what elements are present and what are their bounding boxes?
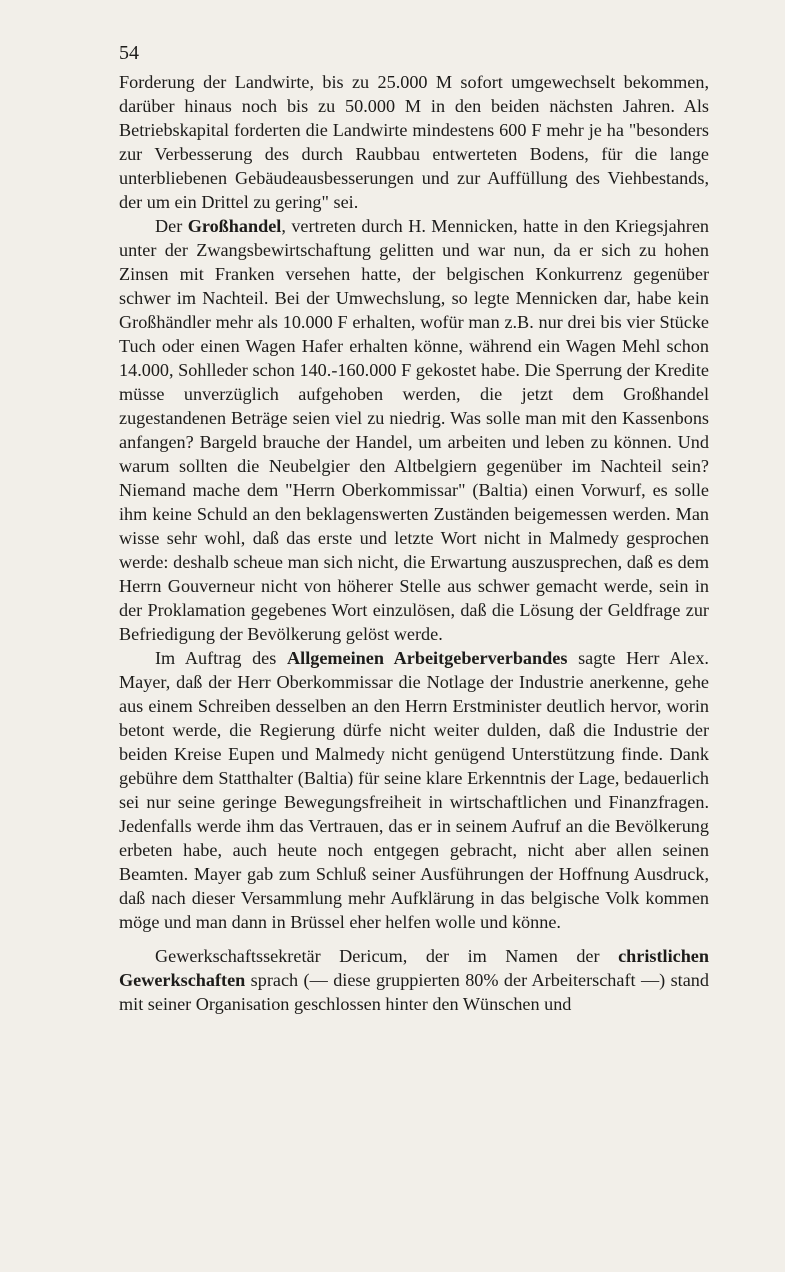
paragraph-arbeitgeberverband xyxy=(119,646,709,934)
body-text xyxy=(119,70,709,1016)
paragraph-grosshandel xyxy=(119,214,709,646)
text-span: Im Auftrag des xyxy=(155,648,287,668)
page-number: 54 xyxy=(119,42,139,64)
text-span: Der xyxy=(155,216,188,236)
text-span: sprach (— diese gruppierten 80% der Arbeiterschaft —) stand mit seiner Organisation geschlossen hinter den Wünschen und xyxy=(119,970,709,1014)
text-span: Forderung der Landwirte, bis zu 25.000 M sofort umgewechselt bekommen, darüber hinaus noch bis zu 50.000 M in den beiden nächsten Jahren. Als Betriebskapital forderten die Landwirte mindestens 600 F mehr je ha "besonders zur Verbesserung des durch Raubbau entwerteten Bodens, für die lange unterbliebenen Gebäudeausbesserungen und zur Auffüllung des Viehbestands, der um ein Drittel zu gering" sei. xyxy=(119,72,709,212)
paragraph-gewerkschaften xyxy=(119,944,709,1016)
heading-arbeitgeberverband: Allgemeinen Arbeitgeberverbandes xyxy=(287,648,568,668)
text-span: , vertreten durch H. Mennicken, hatte in den Kriegsjahren unter der Zwangsbewirtschaftung gelitten und war nun, da er sich zu hohen Zinsen mit Franken versehen hatte, der belgischen Konkurrenz gegenüber schwer im Nachteil. Bei der Umwechslung, so legte Mennicken dar, habe kein Großhändler mehr als 10.000 F erhalten, wofür man z.B. nur drei bis vier Stücke Tuch oder einen Wagen Hafer erhalten könne, während ein Wagen Mehl schon 14.000, Sohlleder schon 140.-160.000 F gekostet habe. Die Sperrung der Kredite müsse unverzüglich aufgehoben werden, die jetzt dem Großhandel zugestandenen Beträge seien viel zu niedrig. Was solle man mit den Kassenbons anfangen? Bargeld brauche der Handel, um arbeiten und leben zu können. Und warum sollten die Neubelgier den Altbelgiern gegenüber im Nachteil sein? Niemand mache dem "Herrn Oberkommissar" (Baltia) einen Vorwurf, es solle ihm keine Schuld an den beklagenswerten Zuständen beigemessen werden. Man wisse sehr wohl, daß das erste und letzte Wort nicht in Malmedy gesprochen werde: deshalb scheue man sich nicht, die Erwartung auszusprechen, daß es dem Herrn Gouverneur nicht von höherer Stelle aus schwer gemacht werde, sein in der Proklamation gegebenes Wort einzulösen, daß die Lösung der Geldfrage zur Befriedigung der Bevölkerung gelöst werde. xyxy=(119,216,710,644)
heading-grosshandel: Großhandel xyxy=(187,216,282,236)
text-span: Gewerkschaftssekretär Dericum, der im Namen der xyxy=(155,946,619,966)
heading-gewerkschaften: christlichen Gewerkschaften xyxy=(119,946,709,990)
paragraph-landwirte xyxy=(119,70,709,214)
text-span: sagte Herr Alex. Mayer, daß der Herr Oberkommissar die Notlage der Industrie anerkenne, gehe aus einem Schreiben desselben an den Herrn Erstminister deutlich hervor, worin betont werde, die Regierung dürfe nicht weiter dulden, daß die Industrie der beiden Kreise Eupen und Malmedy nicht genügend Unterstützung finde. Dank gebühre dem Statthalter (Baltia) für seine klare Erkenntnis der Lage, bedauerlich sei nur seine geringe Bewegungsfreiheit in wirtschaftlichen und Finanzfragen. Jedenfalls werde ihm das Vertrauen, das er in seinem Aufruf an die Bevölkerung erbeten habe, auch heute noch entgegen gebracht, nicht aber allen seinen Beamten. Mayer gab zum Schluß seiner Ausführungen der Hoffnung Ausdruck, daß nach dieser Versammlung mehr Aufklärung in das belgische Volk kommen möge und man dann in Brüssel eher helfen wolle und könne. xyxy=(119,648,709,932)
